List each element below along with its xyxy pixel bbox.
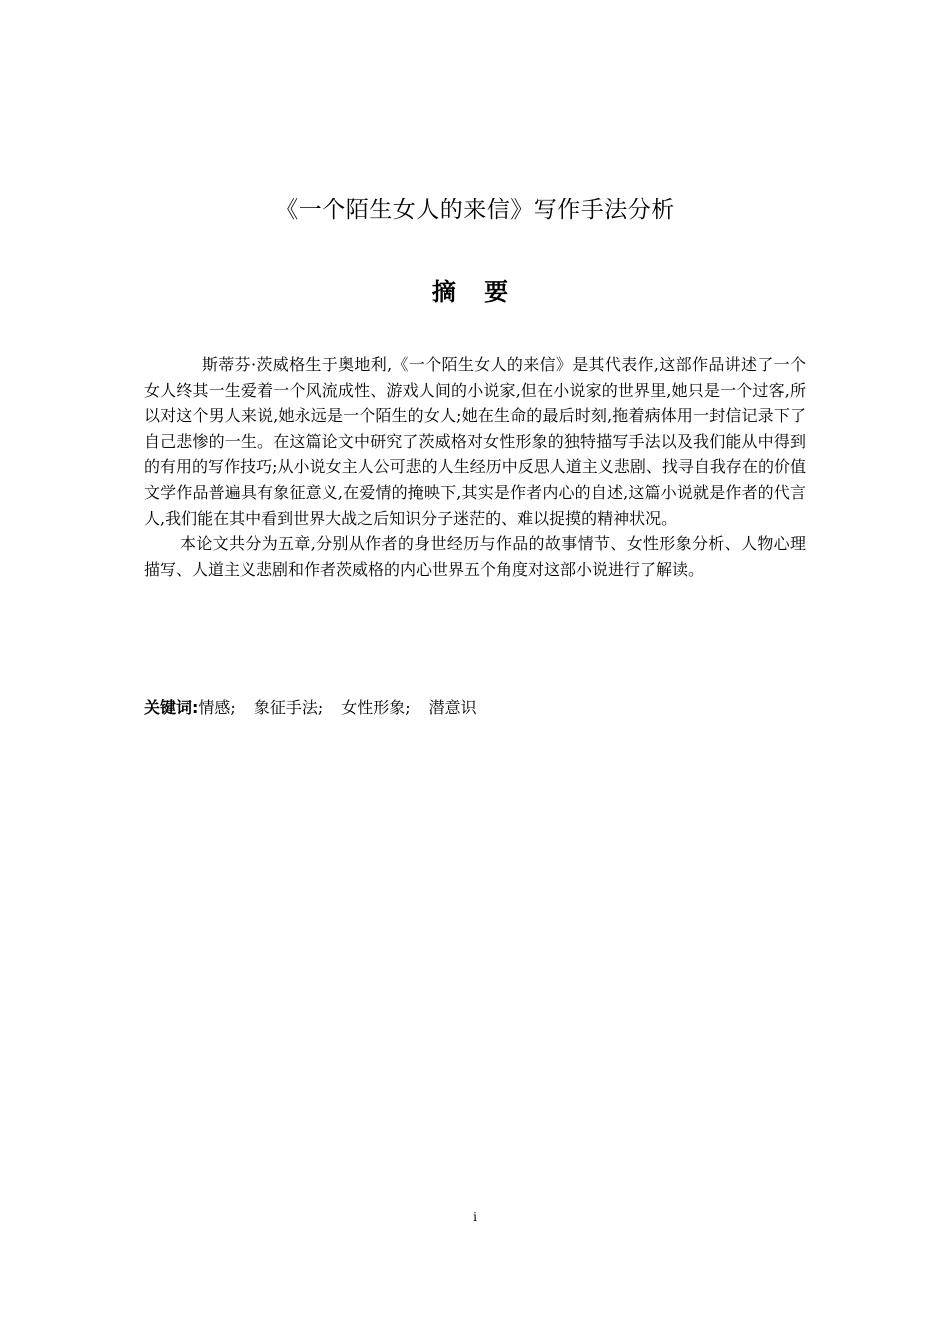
keyword-4: 潜意识 xyxy=(428,698,477,717)
page-number: i xyxy=(473,1210,477,1224)
keywords-line xyxy=(144,695,806,721)
abstract-heading: 摘 要 xyxy=(431,278,519,306)
abstract-body xyxy=(144,352,806,582)
keyword-2: 象征手法; xyxy=(253,698,324,717)
paper-title: 《一个陌生女人的来信》写作手法分析 xyxy=(275,197,675,223)
keyword-3: 女性形象; xyxy=(341,698,411,717)
abstract-paragraph-1: 斯蒂芬·茨威格生于奥地利,《一个陌生女人的来信》是其代表作,这部作品讲述了一个女人终其一生爱着一个风流成性、游戏人间的小说家,但在小说家的世界里,她只是一个过客,所以对这个男人来说,她永远是一个陌生的女人;她在生命的最后时刻,拖着病体用一封信记录下了自己悲惨的一生。在这篇论文中研究了茨威格对女性形象的独特描写手法以及我们能从中得到的有用的写作技巧;从小说女主人公可悲的人生经历中反思人道主义悲剧、找寻自我存在的价值文学作品普遍具有象征意义,在爱情的掩映下,其实是作者内心的自述,这篇小说就是作者的代言人,我们能在其中看到世界大战之后知识分子迷茫的、难以捉摸的精神状况。 xyxy=(144,355,806,528)
abstract-paragraph-2: 本论文共分为五章,分别从作者的身世经历与作品的故事情节、女性形象分析、人物心理描写、人道主义悲剧和作者茨威格的内心世界五个角度对这部小说进行了解读。 xyxy=(144,534,806,579)
keyword-1: 情感; xyxy=(198,698,236,717)
keywords-label: 关键词: xyxy=(144,698,199,717)
